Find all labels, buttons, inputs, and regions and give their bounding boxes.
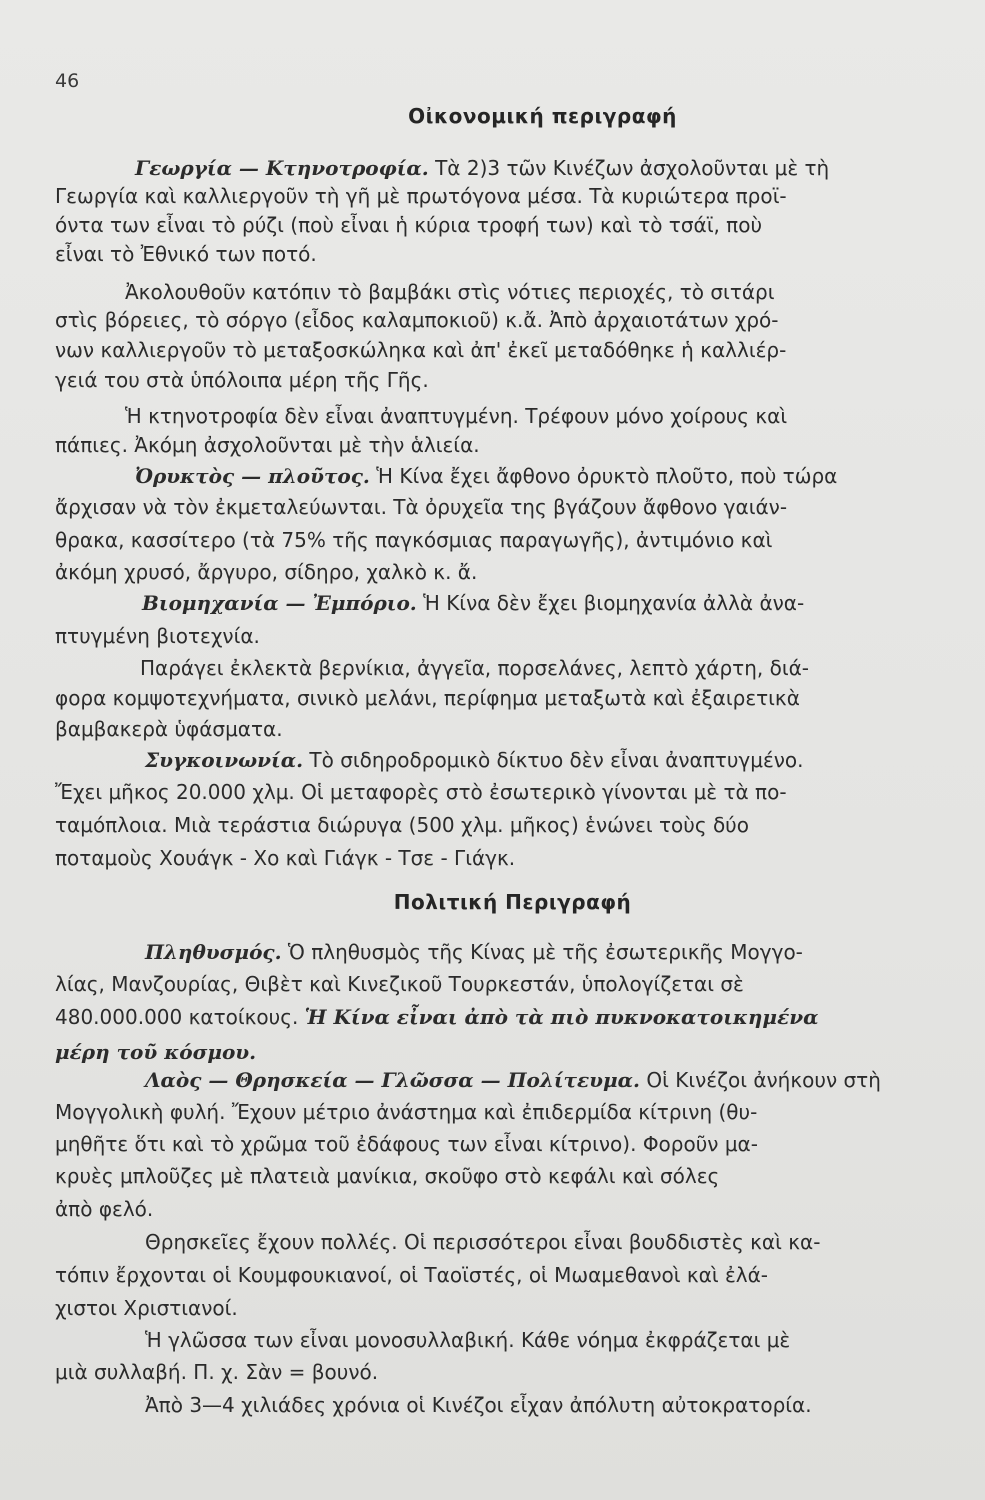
text-span: ἀπὸ φελό.	[55, 1197, 154, 1221]
paragraph-term: Ὀρυκτὸς — πλοῦτος.	[135, 464, 370, 488]
text-span: Ἡ γλῶσσα των εἶναι μονοσυλλαβική. Κάθε νόημα ἐκφράζεται μὲ	[145, 1328, 791, 1352]
text-span: Ἡ κτηνοτροφία δὲν εἶναι ἀναπτυγμένη. Τρέφουν μόνο χοίρους καὶ	[125, 404, 788, 428]
emphasis-text: μέρη τοῦ κόσμου.	[55, 1040, 257, 1064]
text-span: Ἔχει μῆκος 20.000 χλμ. Οἱ μεταφορὲς στὸ ἐσωτερικὸ γίνονται μὲ τὰ πο-	[55, 780, 787, 804]
text-span: Τὰ 2)3 τῶν Κινέζων ἀσχολοῦνται μὲ τὴ	[428, 156, 830, 180]
text-span: όντα των εἶναι τὸ ρύζι (ποὺ εἶναι ἡ κύρια τροφή των) καὶ τὸ τσάϊ, ποὺ	[55, 213, 763, 237]
text-span: χιστοι Χριστιανοί.	[55, 1296, 238, 1320]
text-span: τόπιν ἔρχονται οἱ Κουμφουκιανοί, οἱ Ταοϊστές, οἱ Μωαμεθανοὶ καὶ ἐλά-	[55, 1263, 768, 1287]
section-title-political: Πολιτική Περιγραφή	[393, 890, 632, 914]
text-span: μηθῆτε ὅτι καὶ τὸ χρῶμα τοῦ ἐδάφους των εἶναι κίτρινο). Φοροῦν μα-	[55, 1132, 758, 1156]
text-span: ἄρχισαν νὰ τὸν ἐκμεταλεύωνται. Τὰ ὀρυχεῖα της βγάζουν ἄφθονο γαιάν-	[55, 495, 788, 519]
text-span: μιὰ συλλαβή. Π. χ. Σὰν = βουνό.	[55, 1360, 379, 1384]
text-span: πάπιες. Ἀκόμη ἀσχολοῦνται μὲ τὴν ἁλιεία.	[55, 433, 480, 457]
text-span: ταμόπλοια. Μιὰ τεράστια διώρυγα (500 χλμ. μῆκος) ἑνώνει τοὺς δύο	[55, 813, 749, 837]
text-span: Θρησκεῖες ἔχουν πολλές. Οἱ περισσότεροι εἶναι βουδδιστὲς καὶ κα-	[145, 1230, 821, 1254]
paragraph-term: Βιομηχανία — Ἐμπόριο.	[142, 591, 417, 615]
text-span: Ἀκολουθοῦν κατόπιν τὸ βαμβάκι στὶς νότιες περιοχές, τὸ σιτάρι	[125, 280, 775, 304]
text-span: λίας, Μανζουρίας, Θιβὲτ καὶ Κινεζικοῦ Τουρκεστάν, ὑπολογίζεται σὲ	[55, 972, 744, 996]
text-span: Τὸ σιδηροδρομικὸ δίκτυο δὲν εἶναι ἀναπτυγμένο.	[303, 748, 804, 772]
text-span: Ἀπὸ 3—4 χιλιάδες χρόνια οἱ Κινέζοι εἶχαν ἀπόλυτη αὐτοκρατορία.	[145, 1393, 812, 1417]
paragraph-term: Συγκοινωνία.	[145, 748, 304, 772]
paragraph-term: Πληθυσμός.	[145, 940, 282, 964]
text-span: νων καλλιεργοῦν τὸ μεταξοσκώληκα καὶ ἀπ' ἐκεῖ μεταδόθηκε ἡ καλλιέρ-	[55, 338, 787, 362]
section-title-economic: Οἰκονομική περιγραφή	[408, 104, 677, 128]
text-span: θρακα, κασσίτερο (τὰ 75% τῆς παγκόσμιας παραγωγῆς), ἀντιμόνιο καὶ	[55, 528, 773, 552]
text-span: ἀκόμη χρυσό, ἄργυρο, σίδηρο, χαλκὸ κ. ἄ.	[55, 560, 478, 584]
text-span: Γεωργία καὶ καλλιεργοῦν τὴ γῆ μὲ πρωτόγονα μέσα. Τὰ κυριώτερα προϊ-	[55, 184, 787, 208]
text-span: 480.000.000 κατοίκους.	[55, 1005, 305, 1029]
text-span: Ἡ Κίνα ἔχει ἄφθονο ὀρυκτὸ πλοῦτο, ποὺ τώρα	[369, 464, 838, 488]
text-span: Μογγολικὴ φυλή. Ἔχουν μέτριο ἀνάστημα καὶ ἐπιδερμίδα κίτρινη (θυ-	[55, 1100, 758, 1124]
page-number: 46	[55, 70, 80, 92]
text-span: Οἱ Κινέζοι ἀνήκουν στὴ	[640, 1068, 881, 1092]
text-span: στὶς βόρειες, τὸ σόργο (εἶδος καλαμποκιοῦ) κ.ἄ. Ἀπὸ ἀρχαιοτάτων χρό-	[55, 308, 779, 332]
text-span: φορα κομψοτεχνήματα, σινικὸ μελάνι, περίφημα μεταξωτὰ καὶ ἐξαιρετικὰ	[55, 686, 800, 710]
text-span: ποταμοὺς Χουάγκ - Χο καὶ Γιάγκ - Τσε - Γιάγκ.	[55, 846, 516, 870]
paragraph-term: Λαὸς — Θρησκεία — Γλῶσσα — Πολίτευμα.	[145, 1068, 640, 1092]
text-span: Παράγει ἐκλεκτὰ βερνίκια, ἀγγεῖα, πορσελάνες, λεπτὸ χάρτη, διά-	[140, 656, 809, 680]
text-span: πτυγμένη βιοτεχνία.	[55, 624, 260, 648]
text-span: κρυὲς μπλοῦζες μὲ πλατειὰ μανίκια, σκοῦφο στὸ κεφάλι καὶ σόλες	[55, 1164, 720, 1188]
text-span: Ὁ πληθυσμὸς τῆς Κίνας μὲ τῆς ἐσωτερικῆς Μογγο-	[281, 940, 803, 964]
paragraph-term: Γεωργία — Κτηνοτροφία.	[135, 156, 429, 180]
text-span: εἶναι τὸ Ἐθνικό των ποτό.	[55, 242, 317, 266]
text-span: Ἡ Κίνα δὲν ἔχει βιομηχανία ἀλλὰ ἀνα-	[416, 591, 805, 615]
text-span: βαμβακερὰ ὑφάσματα.	[55, 717, 283, 741]
emphasis-text: Ἡ Κίνα εἶναι ἀπὸ τὰ πιὸ πυκνοκατοικημένα	[304, 1005, 819, 1029]
text-span: γειά του στὰ ὑπόλοιπα μέρη τῆς Γῆς.	[55, 368, 429, 392]
